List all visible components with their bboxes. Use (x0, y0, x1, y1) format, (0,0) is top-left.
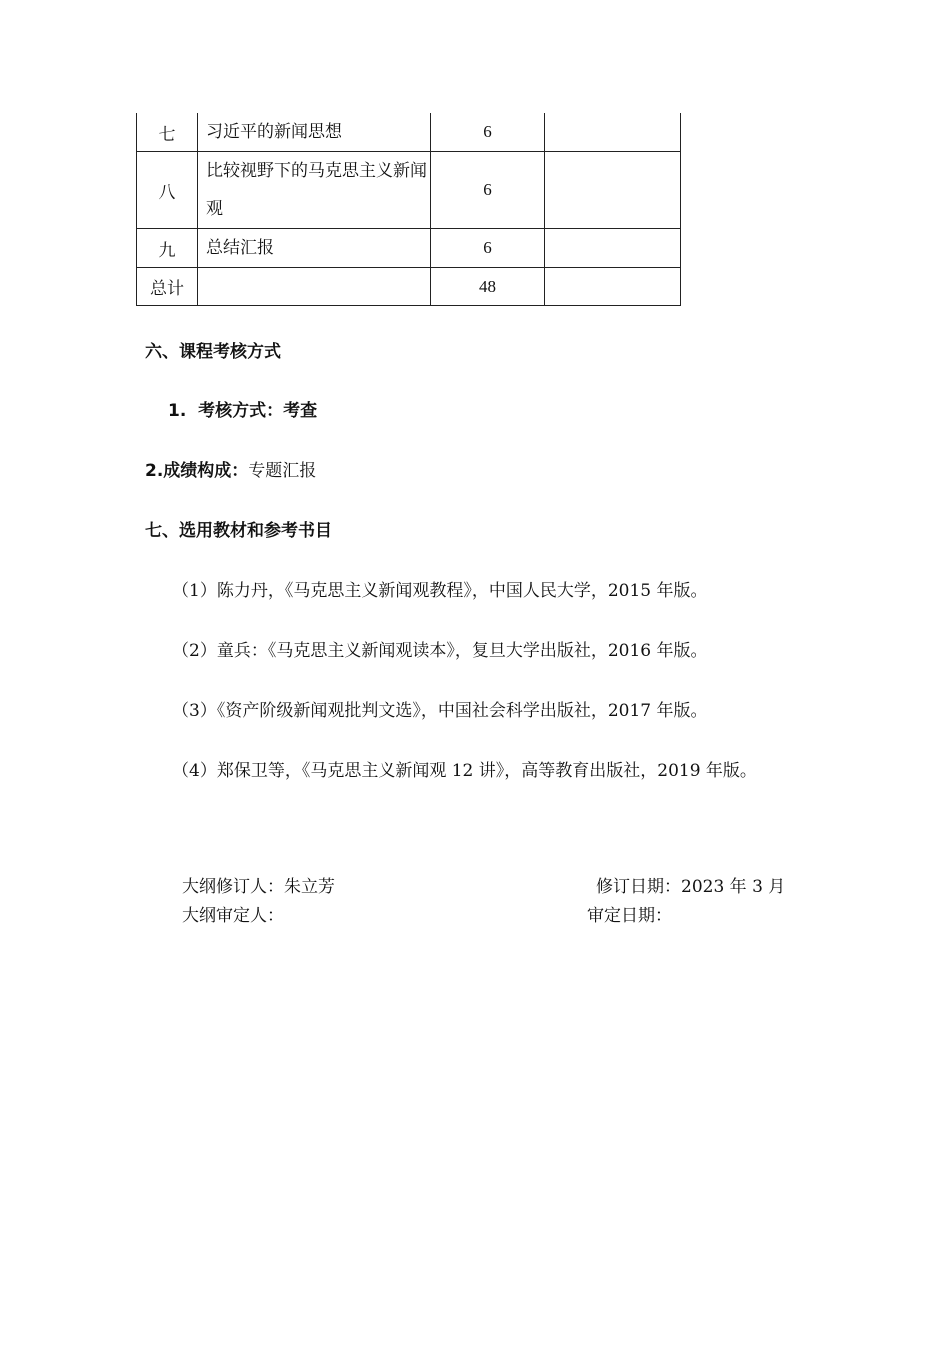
note-cell (545, 268, 681, 306)
reference-item: （4）郑保卫等，《马克思主义新闻观 12 讲》，高等教育出版社，2019 年版。 (172, 761, 757, 781)
section-7-heading: 七、选用教材和参考书目 (145, 521, 332, 541)
revision-date: 修订日期：2023 年 3 月 (596, 877, 786, 897)
outline-approver: 大纲审定人： (182, 906, 284, 926)
course-schedule-table (136, 113, 681, 306)
outline-reviser: 大纲修订人：朱立芳 (182, 877, 335, 897)
total-label-cell: 总计 (137, 268, 198, 306)
reference-item: （2）童兵：《马克思主义新闻观读本》，复旦大学出版社，2016 年版。 (172, 641, 708, 661)
chapter-title-cell: 比较视野下的马克思主义新闻观 (198, 152, 431, 229)
chapter-number-cell: 九 (137, 229, 198, 268)
table-total-row (137, 268, 681, 306)
grade-composition-value: 专题汇报 (248, 461, 317, 481)
section-6-heading: 六、课程考核方式 (145, 342, 281, 362)
note-cell (545, 152, 681, 229)
hours-cell: 6 (431, 152, 545, 229)
chapter-number-cell: 八 (137, 152, 198, 229)
note-cell (545, 113, 681, 152)
note-cell (545, 229, 681, 268)
chapter-number-cell: 七 (137, 113, 198, 152)
table-row (137, 152, 681, 229)
reference-item: （1）陈力丹，《马克思主义新闻观教程》，中国人民大学，2015 年版。 (172, 581, 708, 601)
table-row (137, 229, 681, 268)
chapter-title-cell (198, 268, 431, 306)
approval-date: 审定日期： (587, 906, 672, 926)
grade-composition-label: 2.成绩构成： (145, 461, 249, 481)
chapter-title-cell: 总结汇报 (198, 229, 431, 268)
reference-item: （3）《资产阶级新闻观批判文选》，中国社会科学出版社，2017 年版。 (172, 701, 708, 721)
hours-cell: 6 (431, 113, 545, 152)
total-hours-cell: 48 (431, 268, 545, 306)
hours-cell: 6 (431, 229, 545, 268)
table-row (137, 113, 681, 152)
assessment-method: 1. 考核方式：考查 (168, 401, 318, 421)
grade-composition (145, 456, 316, 481)
chapter-title-cell: 习近平的新闻思想 (198, 113, 431, 152)
